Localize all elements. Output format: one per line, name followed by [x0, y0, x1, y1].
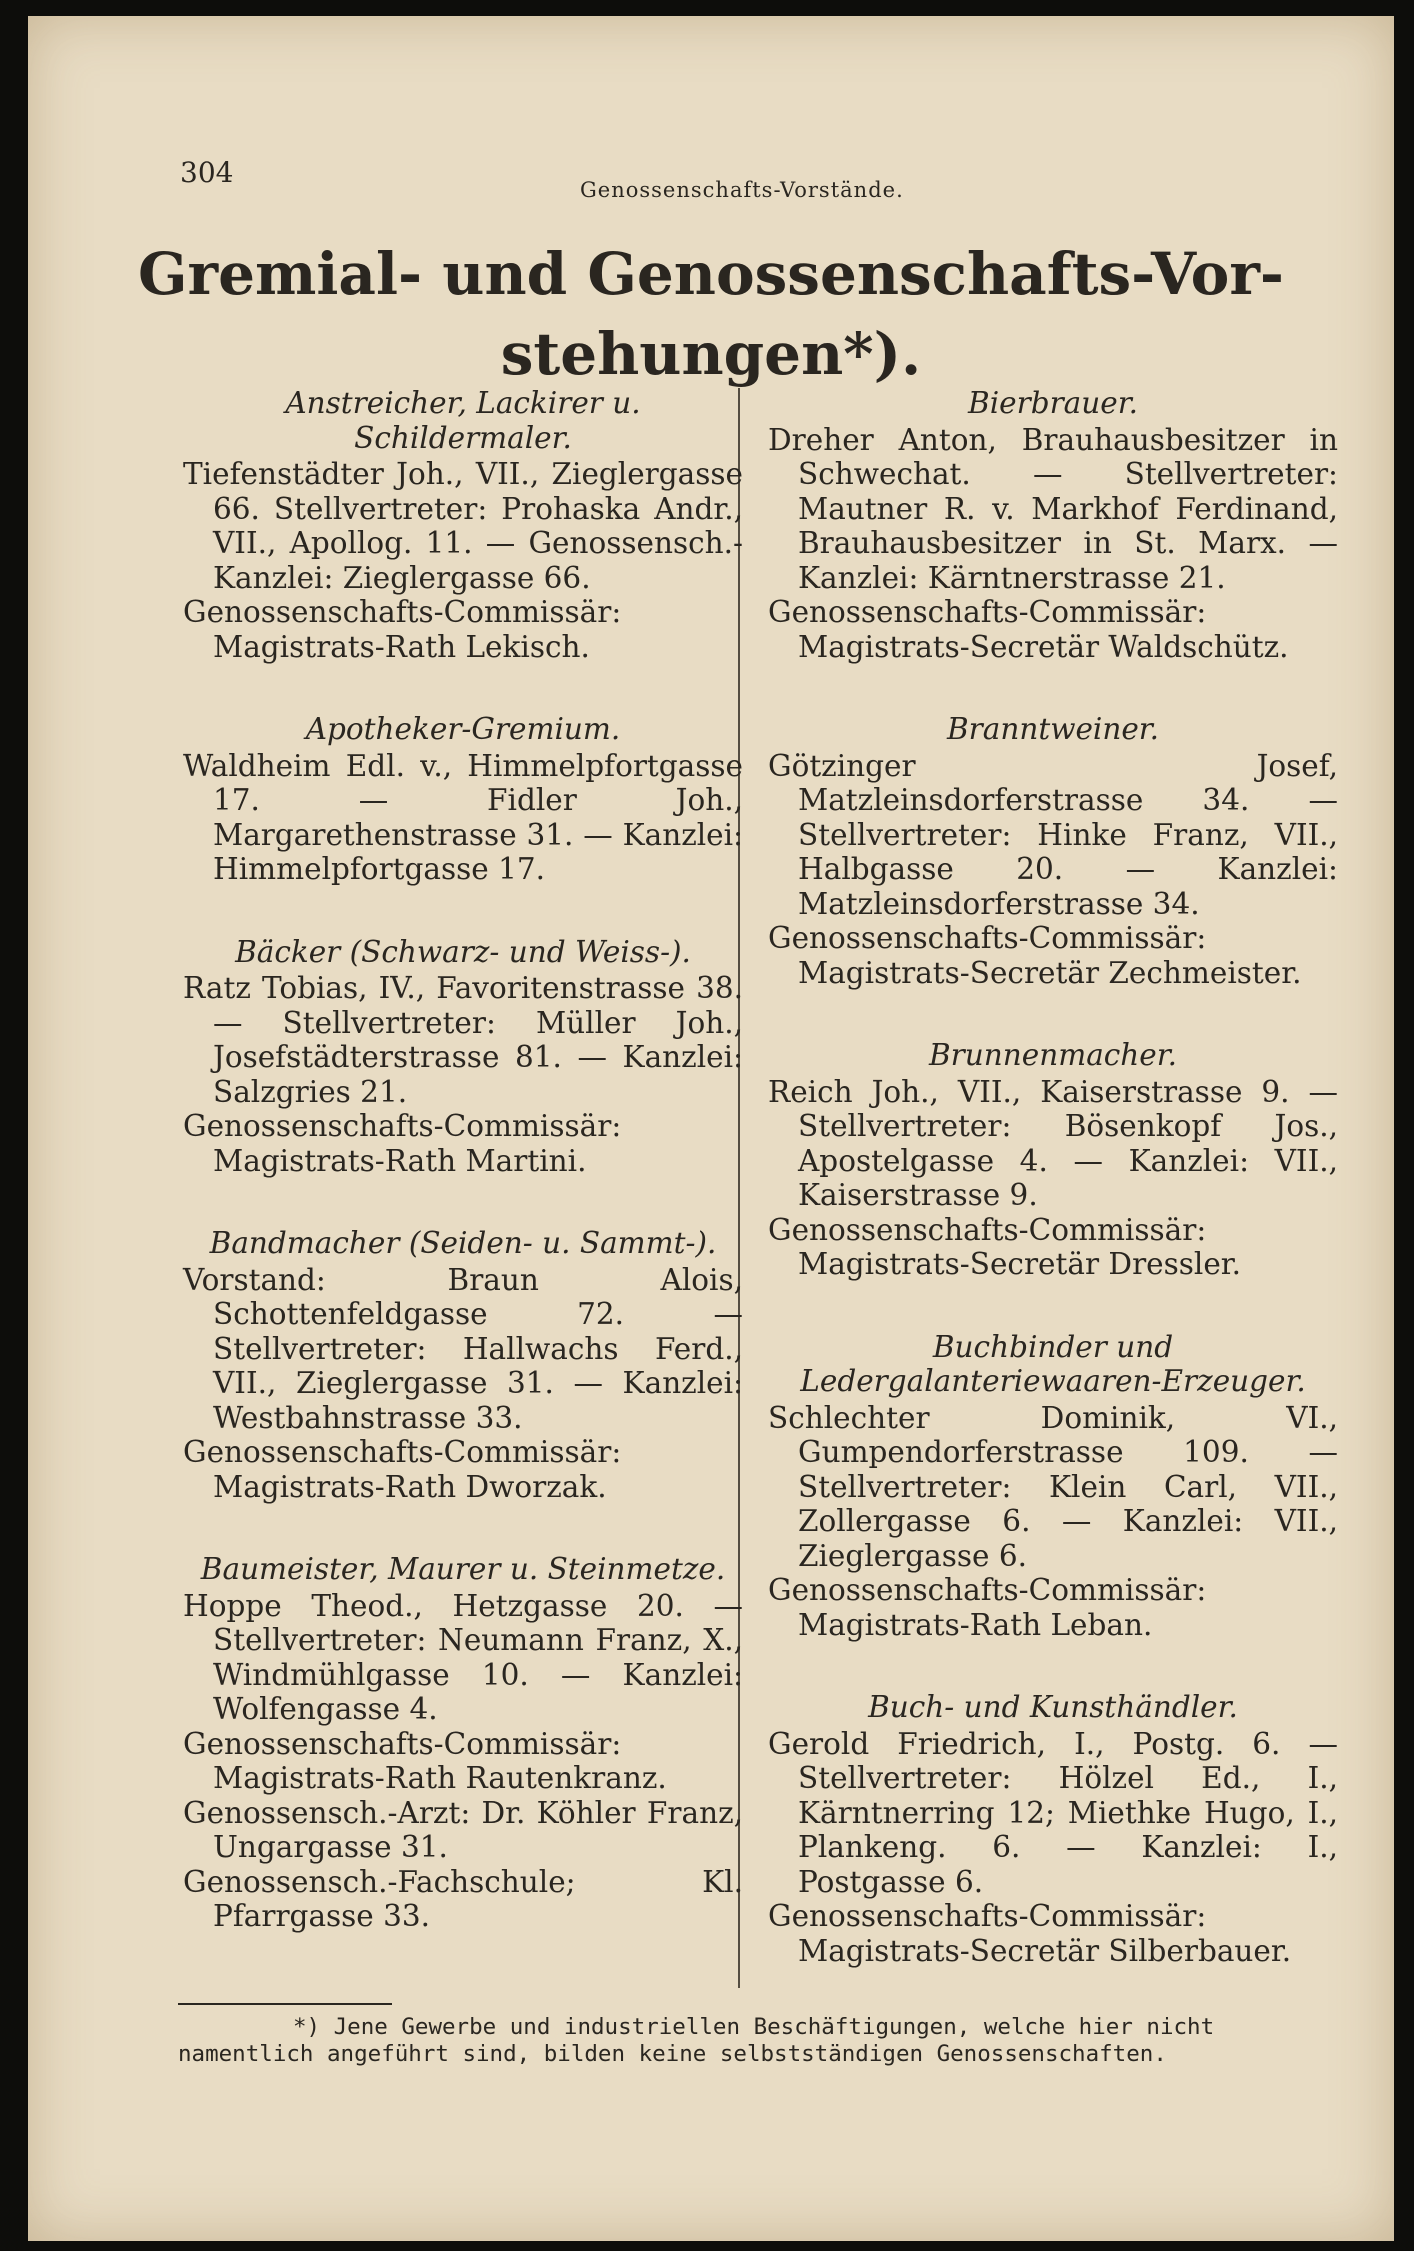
commissar-text: Genossenschafts-Commissär: Magistrats-Rath Martini.: [183, 1109, 622, 1178]
section-title: Buch- und Kunsthändler.: [868, 1690, 1238, 1724]
section-anstreicher: [183, 386, 743, 664]
section-title: Bäcker (Schwarz- und Weiss-).: [235, 934, 691, 969]
section-buchhaendler: [768, 1690, 1338, 1968]
commissar-text: Genossenschafts-Commissär: Magistrats-Secretär Waldschütz.: [768, 595, 1289, 664]
fachschule-text: Genossensch.-Fachschule; Kl. Pfarrgasse 33.: [183, 1864, 743, 1933]
section-title: Baumeister, Maurer u. Steinmetze.: [200, 1552, 726, 1586]
entry-text: Schlechter Dominik, VI., Gumpendorferstrasse 109. — Stellvertreter: Klein Carl, VII., Zollergasse 6. — Kanzlei: VII., Zieglergasse 6.: [768, 1400, 1338, 1573]
section-bandmacher: [183, 1226, 743, 1504]
left-column: [183, 386, 743, 1982]
footnote: *) Jene Gewerbe und industriellen Beschäftigungen, welche hier nicht namentlich angeführt sind, bilden keine selbstständigen Genossenschaften.: [178, 2014, 1215, 2067]
section-title: Brunnenmacher.: [928, 1038, 1177, 1072]
entry-text: Götzinger Josef, Matzleinsdorferstrasse 34. — Stellvertreter: Hinke Franz, VII., Halbgasse 20. — Kanzlei: Matzleinsdorferstrasse 34.: [768, 748, 1338, 921]
section-branntweiner: [768, 712, 1338, 990]
section-title: Branntweiner.: [946, 712, 1160, 746]
section-title: Bandmacher (Seiden- u. Sammt-).: [209, 1226, 717, 1260]
commissar-text: Genossenschafts-Commissär: Magistrats-Rath Leban.: [768, 1573, 1207, 1642]
arzt-text: Genossensch.-Arzt: Dr. Köhler Franz, Ungargasse 31.: [183, 1795, 743, 1864]
page-number: 304: [180, 156, 234, 189]
commissar-text: Genossenschafts-Commissär: Magistrats-Rath Lekisch.: [183, 595, 622, 664]
running-head: Genossenschafts-Vorstände.: [580, 178, 904, 202]
section-bierbrauer: [768, 386, 1338, 664]
title-line-2: stehungen*).: [500, 320, 922, 388]
section-baumeister: [183, 1552, 743, 1934]
entry-text: Ratz Tobias, IV., Favoritenstrasse 38. — Stellvertreter: Müller Joh., Josefstädterstrasse 81. — Kanzlei: Salzgries 21.: [183, 971, 743, 1109]
section-title: Buchbinder und Ledergalanteriewaaren-Erzeuger.: [800, 1329, 1306, 1398]
commissar-text: Genossenschafts-Commissär: Magistrats-Rath Dworzak.: [183, 1435, 622, 1504]
right-column: [768, 386, 1338, 2016]
section-title: Apotheker-Gremium.: [305, 712, 621, 746]
commissar-text: Genossenschafts-Commissär: Magistrats-Secretär Silberbauer.: [768, 1899, 1292, 1968]
entry-text: Reich Joh., VII., Kaiserstrasse 9. — Stellvertreter: Bösenkopf Jos., Apostelgasse 4. — Kanzlei: VII., Kaiserstrasse 9.: [768, 1074, 1338, 1212]
entry-text: Waldheim Edl. v., Himmelpfortgasse 17. — Fidler Joh., Margarethenstrasse 31. — Kanzlei: Himmelpfortgasse 17.: [183, 748, 743, 886]
book-page: [28, 16, 1394, 2241]
footnote-rule: [178, 2003, 392, 2005]
entry-text: Vorstand: Braun Alois, Schottenfeldgasse 72. — Stellvertreter: Hallwachs Ferd., VII., Zieglergasse 31. — Kanzlei: Westbahnstrasse 33.: [183, 1262, 743, 1435]
page-title: [28, 234, 1394, 394]
section-baecker: [183, 935, 743, 1179]
entry-text: Tiefenstädter Joh., VII., Zieglergasse 66. Stellvertreter: Prohaska Andr., VII., Apollog. 11. — Genossensch.-Kanzlei: Zieglergasse 66.: [183, 457, 743, 595]
entry-text: Gerold Friedrich, I., Postg. 6. — Stellvertreter: Hölzel Ed., I., Kärntnerring 12; Miethke Hugo, I., Plankeng. 6. — Kanzlei: I., Postgasse 6.: [768, 1726, 1338, 1899]
commissar-text: Genossenschafts-Commissär: Magistrats-Rath Rautenkranz.: [183, 1726, 667, 1795]
commissar-text: Genossenschafts-Commissär: Magistrats-Secretär Dressler.: [768, 1212, 1242, 1281]
entry-text: Hoppe Theod., Hetzgasse 20. — Stellvertreter: Neumann Franz, X., Windmühlgasse 10. — Kanzlei: Wolfengasse 4.: [183, 1588, 743, 1726]
section-title: Bierbrauer.: [968, 386, 1138, 420]
entry-text: Dreher Anton, Brauhausbesitzer in Schwechat. — Stellvertreter: Mautner R. v. Markhof Ferdinand, Brauhausbesitzer in St. Marx. — Kanzlei: Kärntnerstrasse 21.: [768, 422, 1338, 595]
section-brunnenmacher: [768, 1038, 1338, 1282]
section-apotheker: [183, 712, 743, 887]
title-line-1: Gremial- und Genossenschafts-Vor-: [138, 240, 1284, 308]
section-title: Anstreicher, Lackirer u. Schildermaler.: [285, 386, 641, 455]
commissar-text: Genossenschafts-Commissär: Magistrats-Secretär Zechmeister.: [768, 921, 1302, 990]
section-buchbinder: [768, 1330, 1338, 1643]
